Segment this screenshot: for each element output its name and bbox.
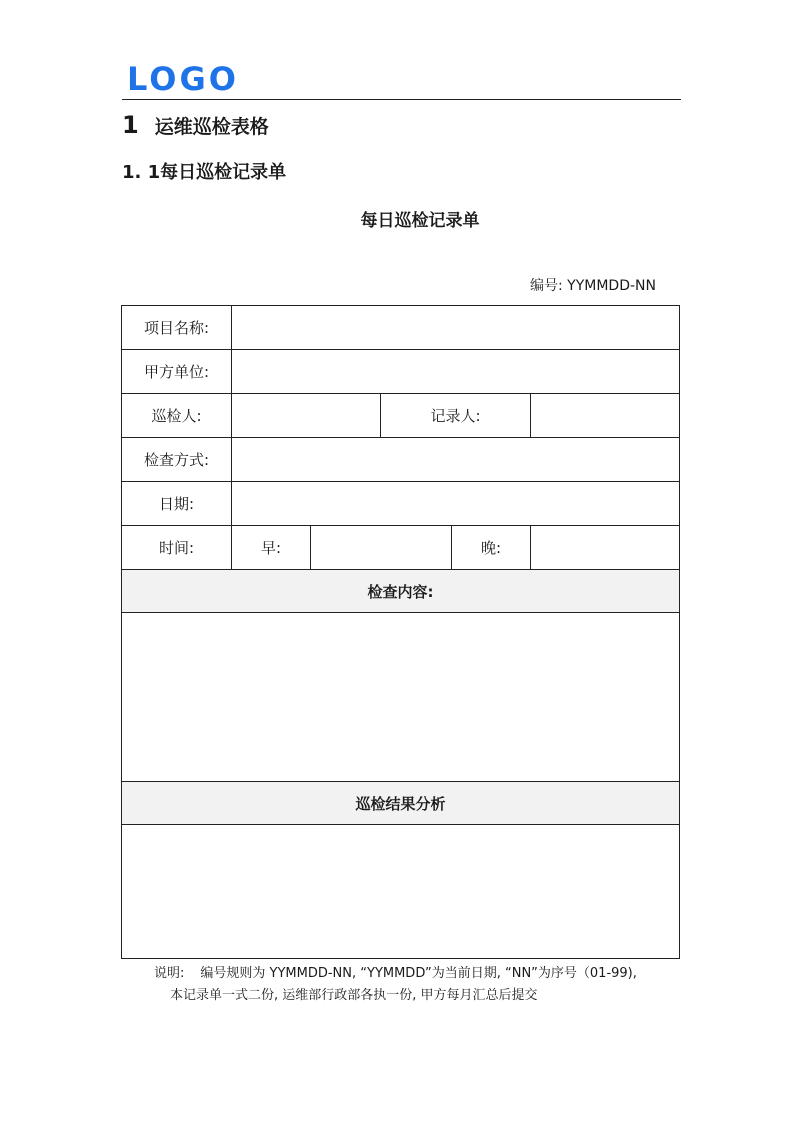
header-divider: [122, 99, 681, 100]
form-row-time: [122, 526, 680, 570]
inspector-label: 巡检人:: [122, 394, 232, 438]
form-title: 每日巡检记录单: [360, 211, 480, 231]
subsection-heading: 1. 1每日巡检记录单: [122, 162, 287, 183]
content-section-header: 检查内容:: [122, 570, 680, 613]
analysis-text-area[interactable]: [122, 825, 680, 959]
content-text-area[interactable]: [122, 613, 680, 782]
recorder-field[interactable]: [531, 394, 680, 438]
time-label: 时间:: [122, 526, 232, 570]
form-row-client: [122, 350, 680, 394]
project-label: 项目名称:: [122, 306, 232, 350]
note-text-1: 编号规则为 YYMMDD-NN, “YYMMDD”为当前日期, “NN”为序号（01-99),: [200, 966, 637, 981]
section-title: 运维巡检表格: [154, 116, 269, 138]
section-number: 1: [122, 111, 139, 139]
form-row-analysis-body: [122, 825, 680, 959]
evening-label: 晚:: [452, 526, 531, 570]
client-label: 甲方单位:: [122, 350, 232, 394]
section-heading: [122, 110, 269, 142]
morning-field[interactable]: [311, 526, 452, 570]
note-lead: 说明:: [154, 966, 185, 981]
form-row-project: [122, 306, 680, 350]
note-line-2: 本记录单一式二份, 运维部行政部各执一份, 甲方每月汇总后提交: [170, 988, 538, 1003]
form-row-date: [122, 482, 680, 526]
date-field[interactable]: [232, 482, 680, 526]
method-field[interactable]: [232, 438, 680, 482]
inspector-field[interactable]: [232, 394, 381, 438]
form-row-analysis-header: [122, 782, 680, 825]
form-note: [154, 963, 694, 1007]
analysis-section-header: 巡检结果分析: [122, 782, 680, 825]
date-label: 日期:: [122, 482, 232, 526]
method-label: 检查方式:: [122, 438, 232, 482]
client-field[interactable]: [232, 350, 680, 394]
project-field[interactable]: [232, 306, 680, 350]
inspection-form: [121, 305, 680, 959]
recorder-label: 记录人:: [381, 394, 531, 438]
form-row-people: [122, 394, 680, 438]
serial-number: 编号: YYMMDD-NN: [530, 278, 656, 294]
evening-field[interactable]: [531, 526, 680, 570]
note-line-1: [154, 963, 694, 985]
logo: LOGO: [127, 60, 239, 98]
form-row-content-header: [122, 570, 680, 613]
form-row-content-body: [122, 613, 680, 782]
morning-label: 早:: [232, 526, 311, 570]
form-row-method: [122, 438, 680, 482]
